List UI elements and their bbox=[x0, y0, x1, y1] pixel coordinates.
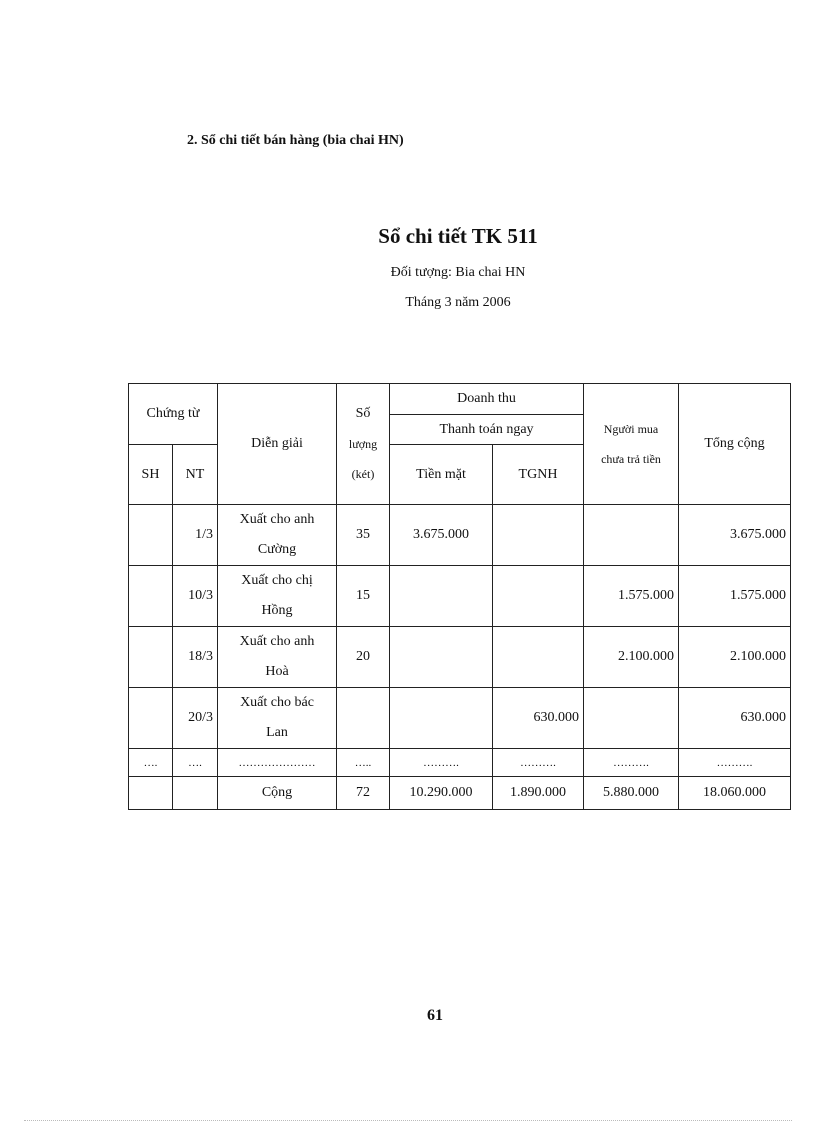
ledger-object: Đối tượng: Bia chai HN bbox=[390, 265, 526, 280]
cell-tong-cong: 2.100.000 bbox=[679, 627, 791, 688]
cell-sh bbox=[129, 777, 173, 810]
total-tong-cong: 18.060.000 bbox=[679, 777, 791, 810]
cell-nt bbox=[173, 777, 218, 810]
header-so-luong bbox=[337, 384, 390, 505]
cell-nguoi-mua bbox=[584, 505, 679, 566]
cell-nt: 18/3 bbox=[173, 627, 218, 688]
ledger-table bbox=[128, 383, 791, 810]
ellipsis-row bbox=[129, 749, 791, 777]
header-nt: NT bbox=[173, 445, 218, 505]
header-nguoi-mua-line1: Người mua bbox=[603, 422, 659, 436]
total-tien-mat: 10.290.000 bbox=[390, 777, 493, 810]
dien-giai-line1: Xuất cho chị bbox=[241, 573, 313, 588]
ledger-title: Sổ chi tiết TK 511 bbox=[378, 224, 538, 248]
cell-nt: …. bbox=[173, 749, 218, 777]
dien-giai-line1: Xuất cho bác bbox=[240, 695, 314, 710]
dien-giai-line2: Hồng bbox=[261, 603, 293, 618]
section-heading: 2. Sổ chi tiết bán hàng (bia chai HN) bbox=[187, 133, 404, 148]
cell-dien-giai bbox=[218, 627, 337, 688]
header-thanh-toan-ngay: Thanh toán ngay bbox=[390, 415, 584, 445]
header-nguoi-mua bbox=[584, 384, 679, 505]
dien-giai-line2: Lan bbox=[266, 725, 288, 740]
cell-dien-giai bbox=[218, 566, 337, 627]
cell-tong-cong: 630.000 bbox=[679, 688, 791, 749]
cell-tong-cong: 1.575.000 bbox=[679, 566, 791, 627]
dien-giai-line2: Hoà bbox=[265, 664, 289, 679]
cell-tien-mat: ………. bbox=[390, 749, 493, 777]
header-doanh-thu: Doanh thu bbox=[390, 384, 584, 415]
cell-tgnh bbox=[493, 566, 584, 627]
header-dien-giai: Diễn giải bbox=[218, 384, 337, 505]
cell-tgnh bbox=[493, 505, 584, 566]
total-row bbox=[129, 777, 791, 810]
cell-tgnh bbox=[493, 627, 584, 688]
cell-nt: 10/3 bbox=[173, 566, 218, 627]
table-row bbox=[129, 566, 791, 627]
footer-divider bbox=[24, 1120, 792, 1121]
cell-sh bbox=[129, 505, 173, 566]
cell-sh: …. bbox=[129, 749, 173, 777]
cell-tgnh: 630.000 bbox=[493, 688, 584, 749]
table-row bbox=[129, 627, 791, 688]
header-tgnh: TGNH bbox=[493, 445, 584, 505]
cell-nguoi-mua bbox=[584, 688, 679, 749]
cell-tien-mat bbox=[390, 627, 493, 688]
cell-nguoi-mua: ………. bbox=[584, 749, 679, 777]
header-tong-cong: Tổng cộng bbox=[679, 384, 791, 505]
ledger-period: Tháng 3 năm 2006 bbox=[405, 295, 511, 310]
cell-sh bbox=[129, 688, 173, 749]
header-so-luong-line3: (két) bbox=[351, 467, 375, 481]
total-nguoi-mua: 5.880.000 bbox=[584, 777, 679, 810]
table-row bbox=[129, 688, 791, 749]
table-row bbox=[129, 505, 791, 566]
header-chung-tu: Chứng từ bbox=[129, 384, 218, 445]
cell-dien-giai bbox=[218, 688, 337, 749]
cell-so-luong bbox=[337, 688, 390, 749]
cell-tien-mat bbox=[390, 566, 493, 627]
cell-nguoi-mua: 1.575.000 bbox=[584, 566, 679, 627]
cell-sh bbox=[129, 566, 173, 627]
cell-nguoi-mua: 2.100.000 bbox=[584, 627, 679, 688]
cell-so-luong: ….. bbox=[337, 749, 390, 777]
cell-nt: 20/3 bbox=[173, 688, 218, 749]
header-nguoi-mua-line2: chưa trả tiền bbox=[601, 452, 661, 466]
dien-giai-line1: Xuất cho anh bbox=[239, 512, 315, 527]
total-tgnh: 1.890.000 bbox=[493, 777, 584, 810]
cell-dien-giai: ………………… bbox=[218, 749, 337, 777]
total-label: Cộng bbox=[218, 777, 337, 810]
header-sh: SH bbox=[129, 445, 173, 505]
header-so-luong-line1: Số bbox=[355, 406, 371, 421]
total-so-luong: 72 bbox=[337, 777, 390, 810]
cell-tong-cong: ………. bbox=[679, 749, 791, 777]
cell-tien-mat: 3.675.000 bbox=[390, 505, 493, 566]
cell-nt: 1/3 bbox=[173, 505, 218, 566]
cell-sh bbox=[129, 627, 173, 688]
dien-giai-line2: Cường bbox=[257, 542, 297, 557]
cell-so-luong: 20 bbox=[337, 627, 390, 688]
cell-so-luong: 15 bbox=[337, 566, 390, 627]
header-so-luong-line2: lượng bbox=[348, 437, 378, 451]
header-tien-mat: Tiền mặt bbox=[390, 445, 493, 505]
cell-so-luong: 35 bbox=[337, 505, 390, 566]
cell-dien-giai bbox=[218, 505, 337, 566]
cell-tgnh: ………. bbox=[493, 749, 584, 777]
dien-giai-line1: Xuất cho anh bbox=[239, 634, 315, 649]
cell-tien-mat bbox=[390, 688, 493, 749]
page-number: 61 bbox=[427, 1007, 443, 1024]
cell-tong-cong: 3.675.000 bbox=[679, 505, 791, 566]
